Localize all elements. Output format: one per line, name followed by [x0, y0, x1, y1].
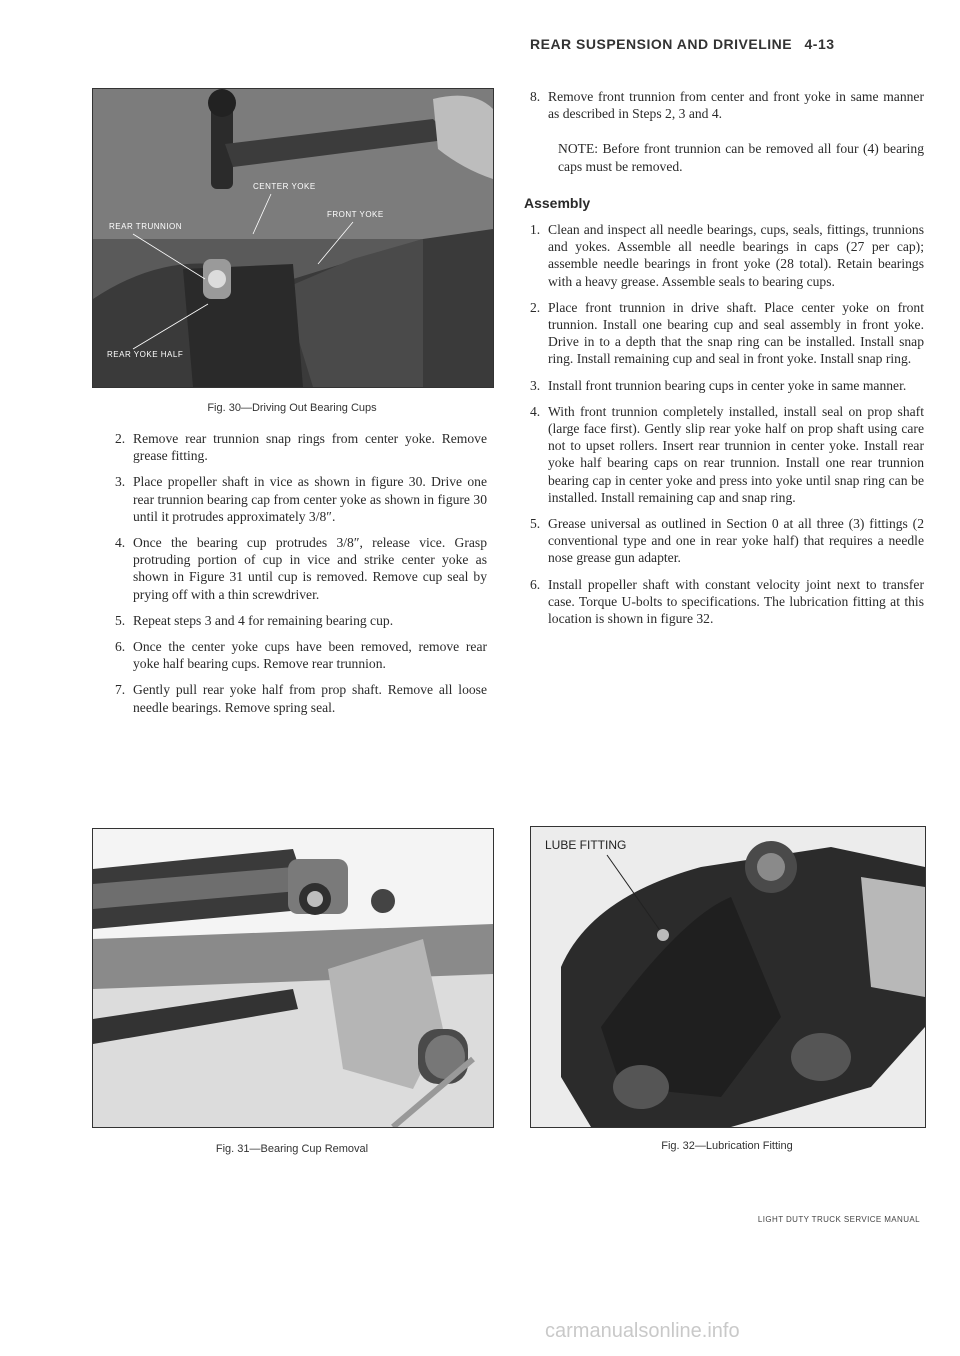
assembly-step-5 [530, 515, 924, 567]
step-number: 4. [115, 535, 126, 551]
manual-footer: LIGHT DUTY TRUCK SERVICE MANUAL [757, 1215, 920, 1224]
lubrication-fitting-illustration [531, 827, 925, 1127]
step-text: Clean and inspect all needle bearings, cups, seals, fittings, trunnions and yokes. Assemble all needle bearings in caps (27 per cap); assemble needle bearings in front yoke (28 total). Retain bearings with a heavy grease. Assemble seals to bearing cups. [548, 222, 924, 289]
step-text: Repeat steps 3 and 4 for remaining bearing cup. [133, 612, 394, 628]
step-6 [115, 638, 487, 672]
assembly-step-3 [530, 377, 924, 394]
step-number: 2. [115, 431, 126, 446]
site-watermark: carmanualsonline.info [545, 1320, 740, 1342]
step-number: 7. [115, 682, 126, 698]
assembly-step-1 [530, 221, 924, 290]
step-text: Once the center yoke cups have been removed, remove rear yoke half bearing cups. Remove rear trunnion. [133, 639, 487, 672]
fig30-label-rear-trunnion: REAR TRUNNION [109, 222, 183, 231]
step-2 [115, 430, 487, 464]
figure-32-caption: Fig. 32—Lubrication Fitting [661, 1140, 793, 1152]
step-number: 5. [530, 516, 541, 532]
step-text: Place propeller shaft in vice as shown in figure 30. Drive one rear trunnion bearing cap from center yoke as shown in figure 30 until it protrudes approximately 3/8″. [133, 474, 487, 524]
step-number: 5. [115, 612, 126, 628]
step-3 [115, 473, 487, 525]
step-text: Place front trunnion in drive shaft. Place center yoke on front trunnion. Install one bearing cup and seal assembly in front yoke. Drive in to a depth that the snap ring can be installed. Install snap ring. Install remaining cup and seal in front yoke. Install snap ring. [548, 299, 924, 367]
step-text: Once the bearing cup protrudes 3/8″, release vice. Grasp protruding portion of cup in vice and strike center yoke as shown in Figure 31 until cup is removed. Remove cup seal by prying off with a thin screwdriver. [133, 535, 487, 602]
step-text: With front trunnion completely installed, install seal on prop shaft (large face first). Gently slip rear yoke half on prop shaft using care not to upset rollers. Insert rear trunnion in center yoke. Install rear yoke half bearing caps on rear trunnion. Install one rear trunnion bearing cap in center yoke and press into yoke until snap ring can be installed. Install remaining cap and snap ring. [548, 403, 924, 505]
step-number: 8. [530, 89, 541, 104]
figure-31-caption: Fig. 31—Bearing Cup Removal [215, 1143, 369, 1155]
page-number: 4-13 [804, 36, 835, 52]
step-8 [530, 88, 924, 122]
figure-30-caption: Fig. 30—Driving Out Bearing Cups [207, 402, 377, 414]
step-5 [115, 612, 487, 629]
page-header [530, 36, 910, 52]
figure-32-photo [530, 826, 926, 1128]
assembly-step-2 [530, 299, 924, 368]
assembly-step-4 [530, 403, 924, 506]
step-number: 3. [115, 474, 126, 490]
step-text: Remove front trunnion from center and front yoke in same manner as described in Steps 2, 3 and 4. [548, 89, 924, 122]
right-column-text [524, 88, 924, 636]
assembly-heading: Assembly [524, 194, 591, 211]
step-text: Install propeller shaft with constant velocity joint next to transfer case. Torque U-bolts to specifications. The lubrication fitting at this location is shown in figure 32. [548, 576, 924, 627]
fig30-label-center-yoke: CENTER YOKE [253, 182, 316, 191]
step-number: 2. [530, 299, 541, 315]
bearing-cup-removal-illustration [93, 829, 493, 1127]
step-text: Remove rear trunnion snap rings from center yoke. Remove grease fitting. [133, 431, 487, 464]
note-paragraph: NOTE: Before front trunnion can be removed all four (4) bearing caps must be removed. [558, 141, 924, 174]
step-number: 6. [115, 639, 126, 655]
fig30-label-front-yoke: FRONT YOKE [327, 210, 384, 219]
assembly-step-6 [530, 576, 924, 628]
step-number: 4. [530, 403, 541, 419]
step-text: Install front trunnion bearing cups in center yoke in same manner. [548, 377, 907, 393]
step-4 [115, 534, 487, 603]
fig30-label-rear-yoke-half: REAR YOKE HALF [107, 350, 184, 359]
fig32-label-lube-fitting: LUBE FITTING [545, 838, 627, 852]
figure-31-photo [92, 828, 494, 1128]
step-text: Grease universal as outlined in Section 0 at all three (3) fittings (2 conventional type and one in rear yoke half) that requires a needle nose grease gun adapter. [548, 516, 924, 566]
step-number: 6. [530, 576, 541, 592]
step-7 [115, 681, 487, 715]
section-title: REAR SUSPENSION AND DRIVELINE [530, 36, 793, 52]
driving-out-bearing-cups-illustration [93, 89, 493, 387]
step-text: Gently pull rear yoke half from prop shaft. Remove all loose needle bearings. Remove spring seal. [133, 682, 487, 715]
left-column-steps [115, 430, 487, 725]
step-number: 3. [530, 377, 541, 393]
step-number: 1. [530, 222, 541, 238]
figure-30-photo [92, 88, 494, 388]
